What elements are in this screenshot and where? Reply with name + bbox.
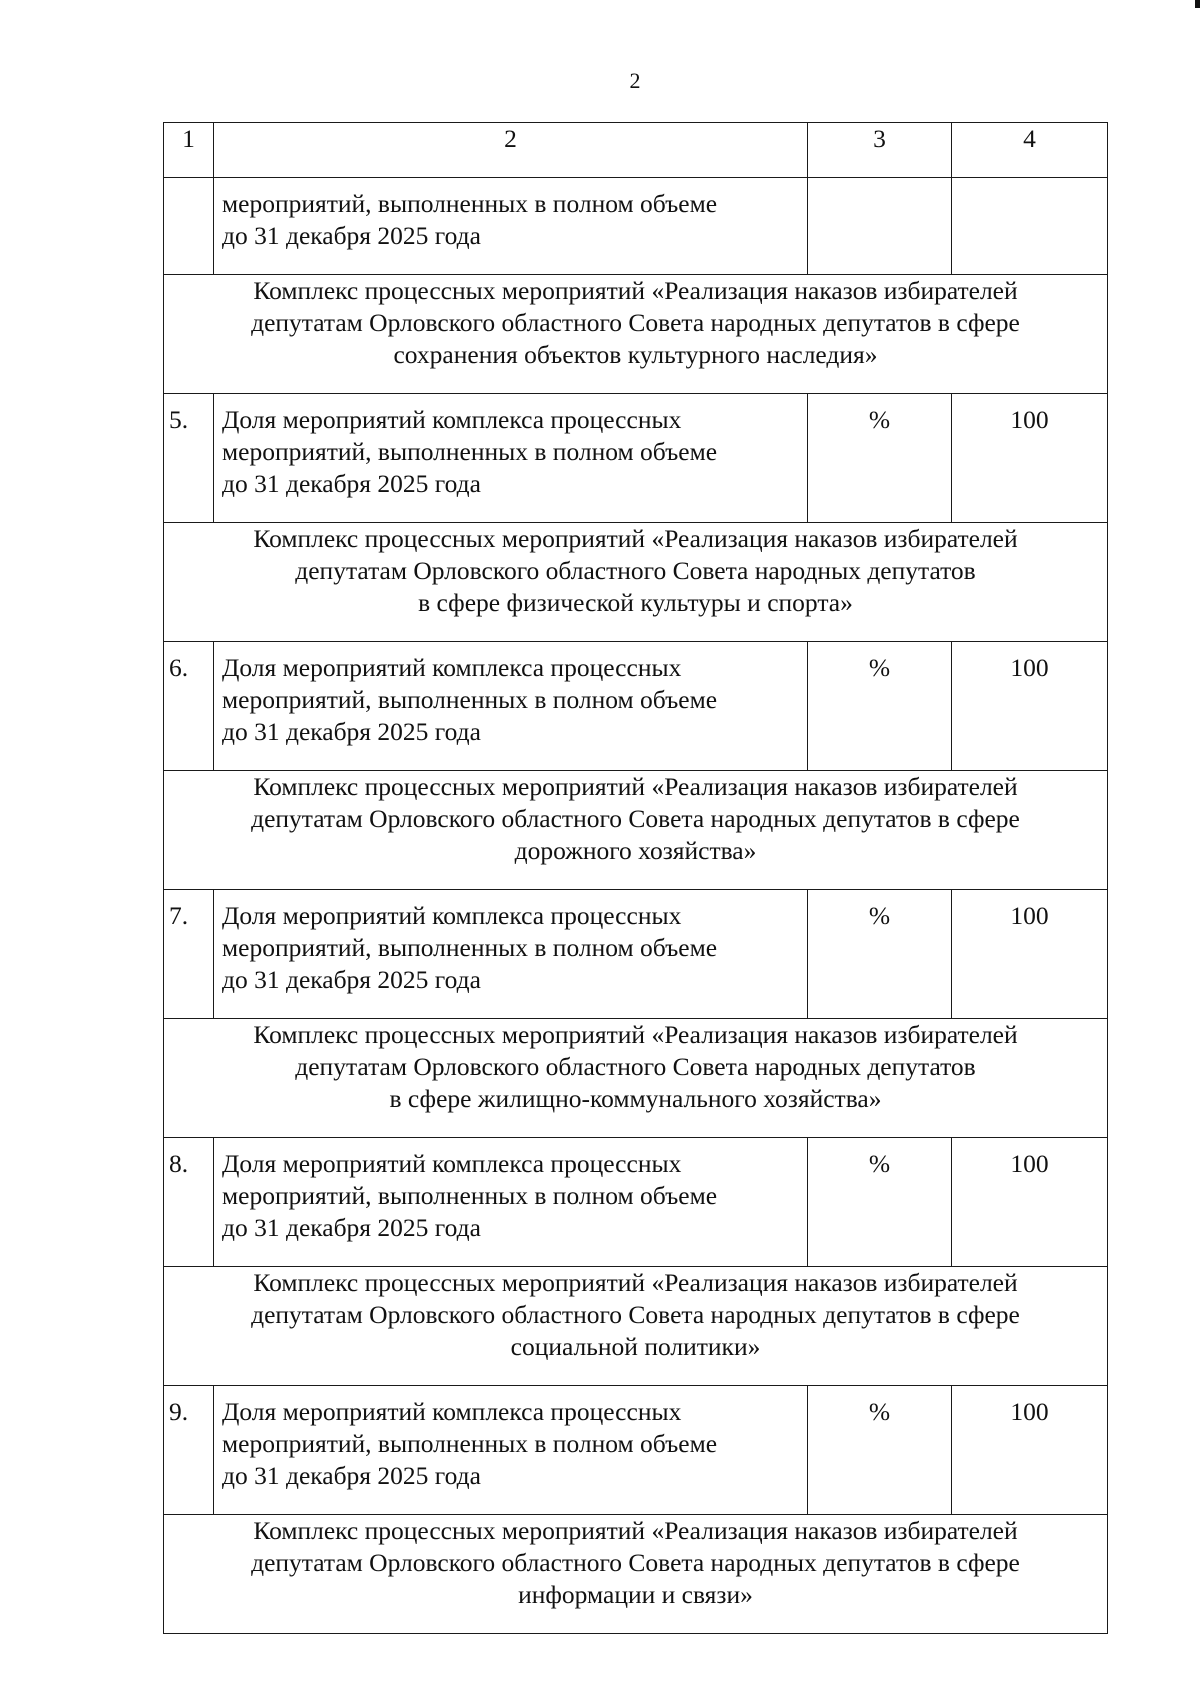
section-title (164, 523, 1108, 642)
indicators-table-body (164, 123, 1108, 1634)
indicator-value: 100 (952, 890, 1108, 1019)
section-title-line: в сфере физической культуры и спорта» (418, 588, 853, 617)
section-title-line: социальной политики» (510, 1332, 761, 1361)
section-title-line: дорожного хозяйства» (514, 836, 757, 865)
section-title-line: сохранения объектов культурного наследия» (393, 340, 878, 369)
indicator-description-line: до 31 декабря 2025 года (222, 965, 481, 994)
indicator-number: 7. (164, 890, 214, 1019)
section-title (164, 1019, 1108, 1138)
section-title-line: депутатам Орловского областного Совета народных депутатов в сфере (251, 804, 1020, 833)
table-header-row (164, 123, 1108, 178)
indicator-unit: % (808, 1386, 952, 1515)
indicator-description-line: мероприятий, выполненных в полном объеме (222, 1181, 718, 1210)
continuation-row (164, 178, 1108, 275)
section-row (164, 275, 1108, 394)
indicator-description-line: мероприятий, выполненных в полном объеме (222, 1429, 718, 1458)
column-header-4: 4 (952, 123, 1108, 178)
section-row (164, 1019, 1108, 1138)
indicator-unit: % (808, 394, 952, 523)
indicator-value: 100 (952, 1138, 1108, 1267)
indicator-description (214, 1138, 808, 1267)
section-title (164, 771, 1108, 890)
section-title (164, 1267, 1108, 1386)
indicator-description-line: Доля мероприятий комплекса процессных (222, 1149, 682, 1178)
indicators-table (163, 122, 1108, 1634)
column-header-1: 1 (164, 123, 214, 178)
section-row (164, 1267, 1108, 1386)
scan-edge-mark (1195, 0, 1200, 8)
column-header-3: 3 (808, 123, 952, 178)
indicator-row (164, 394, 1108, 523)
indicator-value: 100 (952, 394, 1108, 523)
indicator-row (164, 1386, 1108, 1515)
continuation-line: мероприятий, выполненных в полном объеме (222, 189, 718, 218)
indicator-description-line: мероприятий, выполненных в полном объеме (222, 437, 718, 466)
indicator-description (214, 642, 808, 771)
continuation-line: до 31 декабря 2025 года (222, 221, 481, 250)
indicator-description-line: до 31 декабря 2025 года (222, 1461, 481, 1490)
indicator-description (214, 394, 808, 523)
indicator-row (164, 642, 1108, 771)
section-title-line: Комплекс процессных мероприятий «Реализация наказов избирателей (253, 524, 1018, 553)
section-title-line: Комплекс процессных мероприятий «Реализация наказов избирателей (253, 1020, 1018, 1049)
indicator-number: 8. (164, 1138, 214, 1267)
indicator-value: 100 (952, 642, 1108, 771)
indicator-number: 6. (164, 642, 214, 771)
indicator-description (214, 890, 808, 1019)
continuation-value-cell (952, 178, 1108, 275)
section-title-line: депутатам Орловского областного Совета народных депутатов (295, 1052, 976, 1081)
section-title-line: депутатам Орловского областного Совета народных депутатов в сфере (251, 1548, 1020, 1577)
section-title (164, 1515, 1108, 1634)
section-title-line: Комплекс процессных мероприятий «Реализация наказов избирателей (253, 1268, 1018, 1297)
continuation-description (214, 178, 808, 275)
indicator-unit: % (808, 890, 952, 1019)
section-title-line: Комплекс процессных мероприятий «Реализация наказов избирателей (253, 1516, 1018, 1545)
indicator-description-line: Доля мероприятий комплекса процессных (222, 901, 682, 930)
indicator-description-line: до 31 декабря 2025 года (222, 717, 481, 746)
indicator-number: 9. (164, 1386, 214, 1515)
section-row (164, 1515, 1108, 1634)
indicator-description-line: Доля мероприятий комплекса процессных (222, 405, 682, 434)
indicator-number: 5. (164, 394, 214, 523)
section-title-line: в сфере жилищно-коммунального хозяйства» (389, 1084, 882, 1113)
section-title-line: информации и связи» (518, 1580, 753, 1609)
section-title-line: депутатам Орловского областного Совета народных депутатов в сфере (251, 1300, 1020, 1329)
indicator-description (214, 1386, 808, 1515)
indicator-description-line: Доля мероприятий комплекса процессных (222, 653, 682, 682)
section-row (164, 523, 1108, 642)
indicator-description-line: мероприятий, выполненных в полном объеме (222, 933, 718, 962)
indicator-value: 100 (952, 1386, 1108, 1515)
indicator-unit: % (808, 642, 952, 771)
section-row (164, 771, 1108, 890)
indicator-description-line: до 31 декабря 2025 года (222, 1213, 481, 1242)
indicator-unit: % (808, 1138, 952, 1267)
continuation-num-cell (164, 178, 214, 275)
indicator-description-line: до 31 декабря 2025 года (222, 469, 481, 498)
section-title-line: депутатам Орловского областного Совета народных депутатов в сфере (251, 308, 1020, 337)
column-header-2: 2 (214, 123, 808, 178)
section-title-line: Комплекс процессных мероприятий «Реализация наказов избирателей (253, 276, 1018, 305)
section-title-line: депутатам Орловского областного Совета народных депутатов (295, 556, 976, 585)
continuation-unit-cell (808, 178, 952, 275)
indicator-row (164, 890, 1108, 1019)
section-title (164, 275, 1108, 394)
indicator-row (164, 1138, 1108, 1267)
section-title-line: Комплекс процессных мероприятий «Реализация наказов избирателей (253, 772, 1018, 801)
indicator-description-line: мероприятий, выполненных в полном объеме (222, 685, 718, 714)
indicator-description-line: Доля мероприятий комплекса процессных (222, 1397, 682, 1426)
page-number: 2 (629, 68, 641, 93)
